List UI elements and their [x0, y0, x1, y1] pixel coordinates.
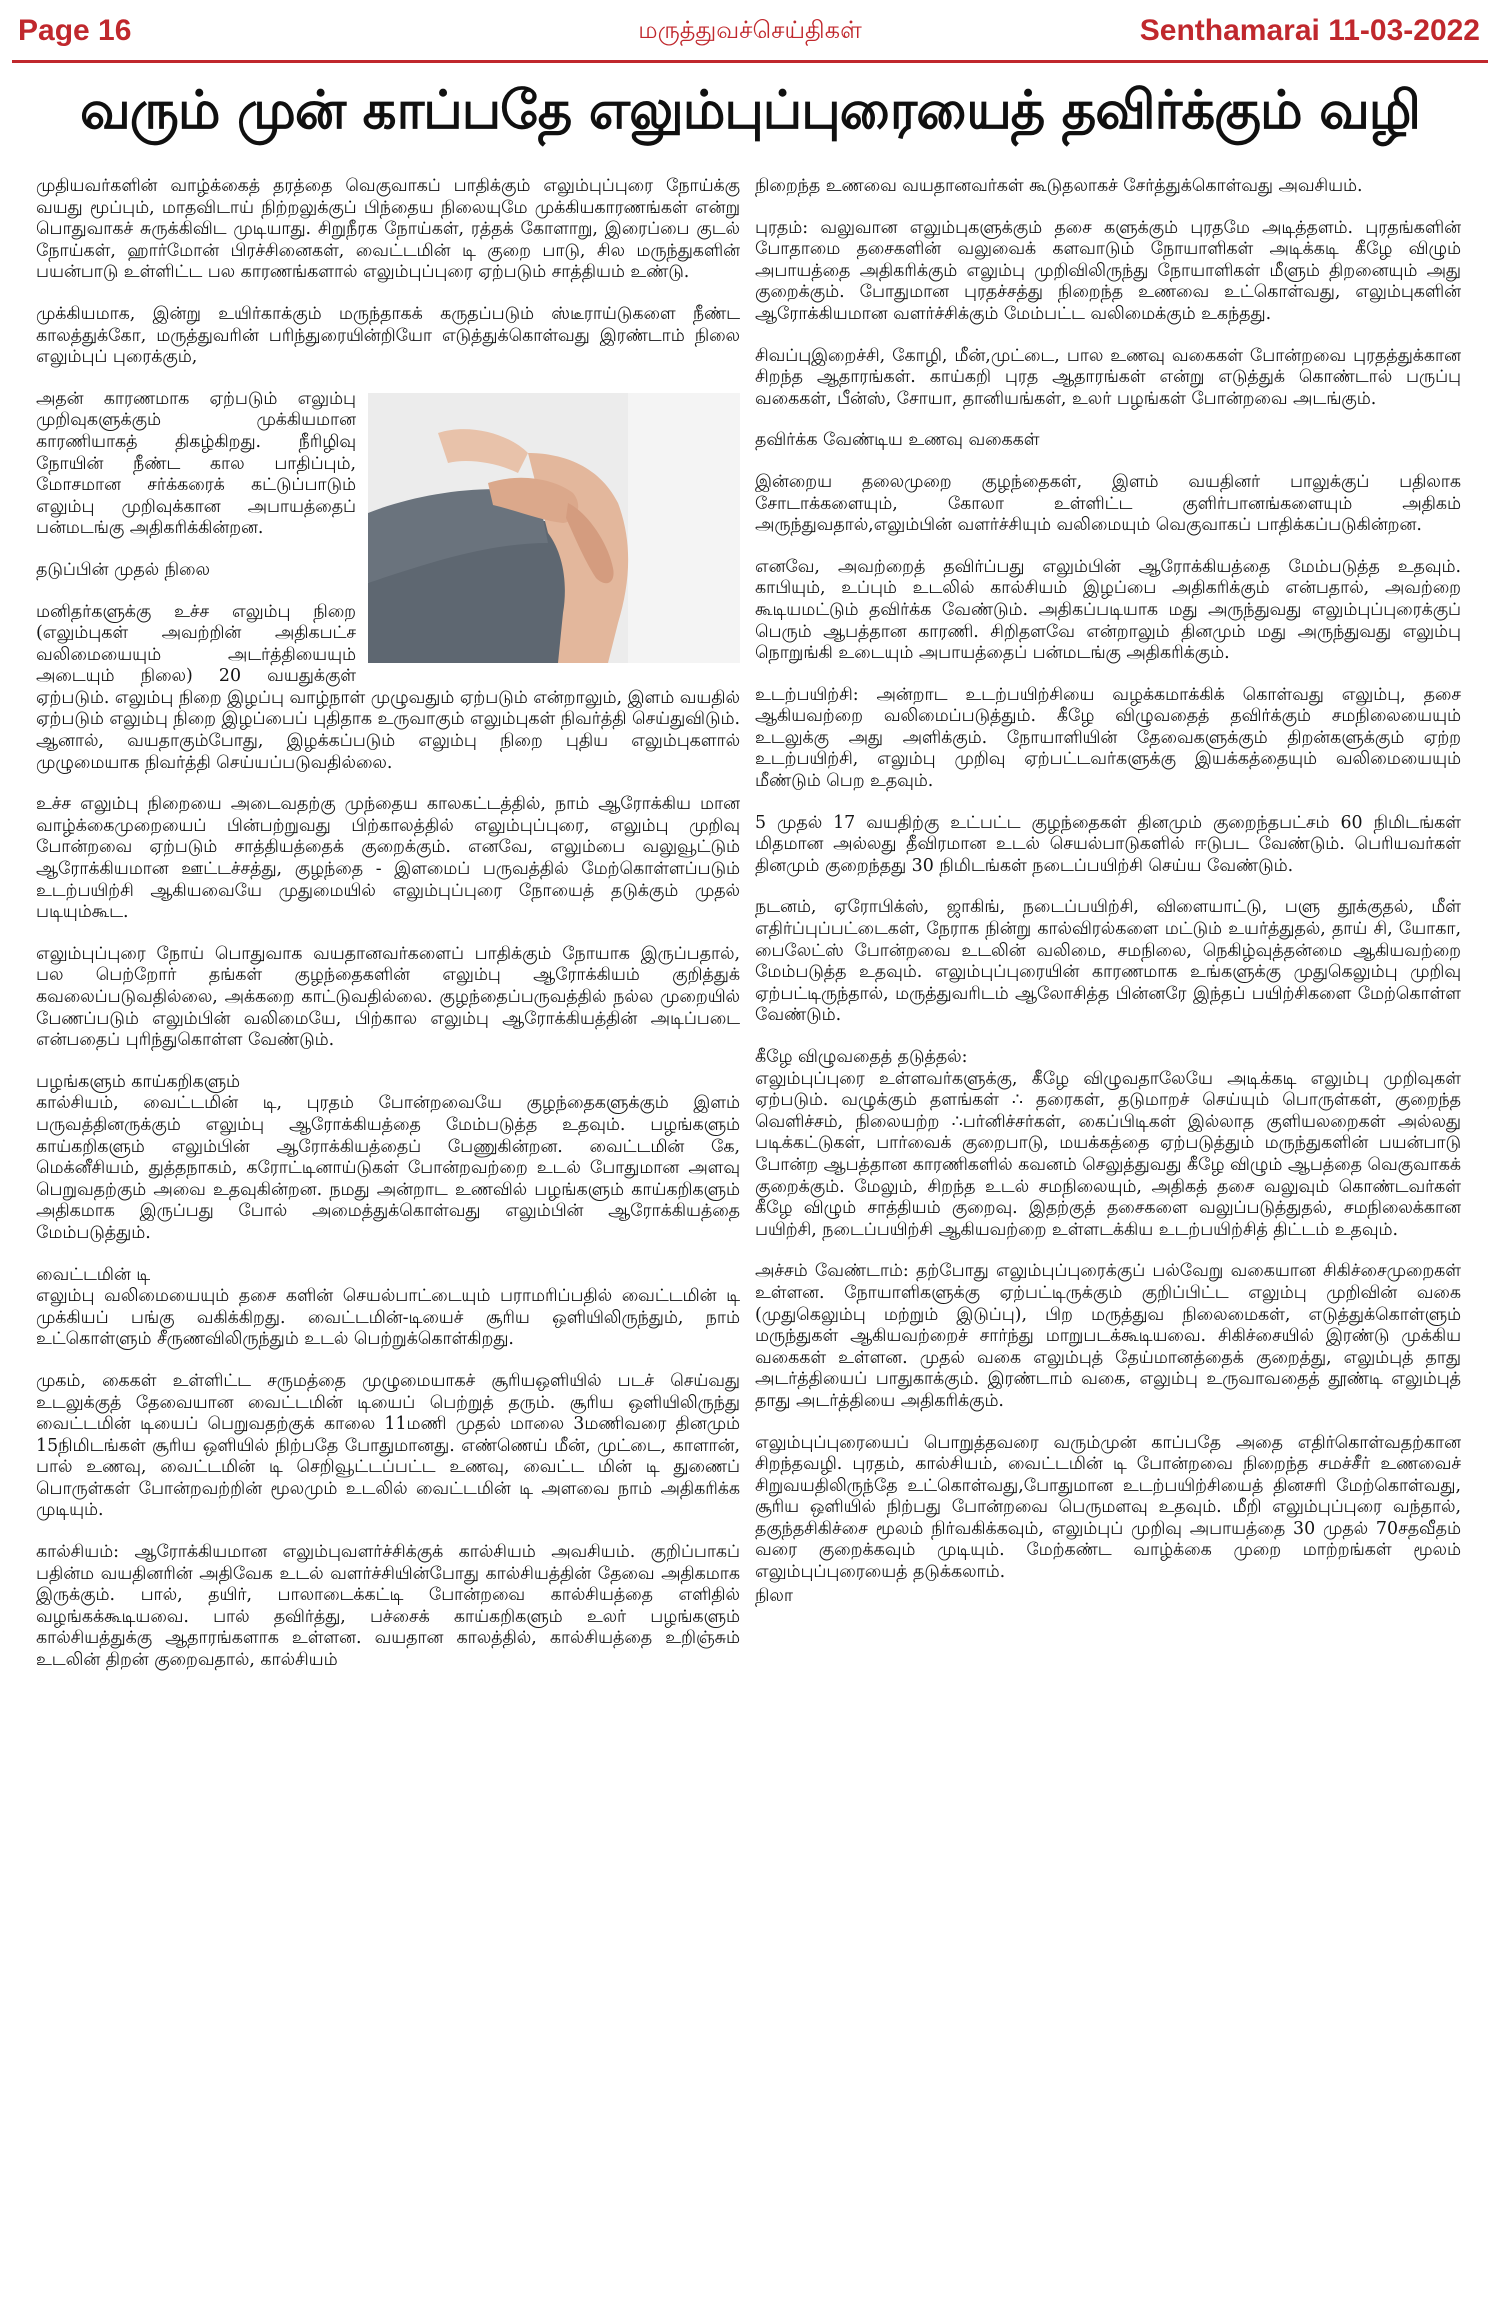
- knee-pain-photo: [368, 393, 740, 663]
- masthead-date: Senthamarai 11-03-2022: [1139, 14, 1480, 47]
- subheading: தவிர்க்க வேண்டிய உணவு வகைகள்: [755, 430, 1040, 451]
- author-byline: நிலா: [755, 1585, 793, 1606]
- paragraph: எலும்புப்புரையைப் பொறுத்தவரை வரும்முன் காப்பதே அதை எதிர்கொள்வதற்கான சிறந்தவழி. புரதம், கால்சியம், வைட்டமின் டி போன்றவை நிறைந்த சமச்சீர் உணவைச் சிறுவயதிலிருந்தே உட்கொள்வது,போதுமான உடற்பயிற்சியைத் தினசரி மேற்கொள்வது, சூரிய ஒளியில் நிற்பது போன்றவை பெருமளவு உதவும். மீறி எலும்புப்புரை வந்தால், தகுந்தசிகிச்சை மூலம் நிர்வகிக்கவும், எலும்புப் முறிவு அபாயத்தை 30 முதல் 70சதவீதம் வரை குறைக்கவும் முடியும். மேற்கண்ட வாழ்க்கை முறை மாற்றங்கள் மூலம் எலும்புப்புரையைத் தடுக்கலாம்.: [755, 1432, 1461, 1583]
- paragraph: எலும்புப்புரை நோய் பொதுவாக வயதானவர்களைப் பாதிக்கும் நோயாக இருப்பதால், பல பெற்றோர் தங்கள் குழந்தைகளின் எலும்பு ஆரோக்கியம் குறித்துக் கவலைப்படுவதில்லை, அக்கறை காட்டுவதில்லை. குழந்தைப்பருவத்தில் நல்ல முறையில் பேணப்படும் எலும்பின் வலிமையே, பிற்கால எலும்பு ஆரோக்கியத்தின் அடிப்படை என்பதைப் புரிந்துகொள்ள வேண்டும்.: [36, 943, 740, 1051]
- header-rule: [12, 60, 1488, 63]
- paragraph: 5 முதல் 17 வயதிற்கு உட்பட்ட குழந்தைகள் தினமும் குறைந்தபட்சம் 60 நிமிடங்கள் மிதமான அல்லது தீவிரமான உடல் செயல்பாடுகளில் ஈடுபட வேண்டும். பெரியவர்கள் தினமும் குறைந்தது 30 நிமிடங்கள் நடைப்பயிற்சி செய்ய வேண்டும்.: [755, 812, 1461, 876]
- paragraph: முக்கியமாக, இன்று உயிர்காக்கும் மருந்தாகக் கருதப்படும் ஸ்டீராய்டுகளை நீண்ட காலத்துக்கோ, மருத்துவரின் பரிந்துரையின்றியோ எடுத்துக்கொள்வது இரண்டாம் நிலை எலும்புப் புரைக்கும்,: [36, 303, 740, 368]
- paragraph: எலும்புப்புரை உள்ளவர்களுக்கு, கீழே விழுவதாலேயே அடிக்கடி எலும்பு முறிவுகள் ஏற்படும். வழுக்கும் தளங்கள் ∴ தரைகள், தடுமாறச் செய்யும் பொருள்கள், குறைந்த வெளிச்சம், நிலையற்ற ∴பர்னிச்சர்கள், கைப்பிடிகள் இல்லாத குளியலறைகள் அல்லது படிக்கட்டுகள், பார்வைக் குறைபாடு, மயக்கத்தை ஏற்படுத்தும் மருந்துகளின் பயன்பாடு போன்ற ஆபத்தான காரணிகளில் கவனம் செலுத்துவது கீழே விழும் ஆபத்தை வெகுவாகக் குறைக்கும். மேலும், சிறந்த உடல் சமநிலையும், அதிகத் தசை வலுவும் கொண்டவர்கள் கீழே விழும் சாத்தியம் குறைவு. இதற்குத் தசைகளை வலுப்படுத்துதல், சமநிலைக்கான பயிற்சி, நடைப்பயிற்சி ஆகியவற்றை உள்ளடக்கிய உடற்பயிற்சித் திட்டம் உதவும்.: [755, 1068, 1461, 1240]
- paragraph: அதன் காரணமாக ஏற்படும் எலும்பு முறிவுகளுக்கும் முக்கியமான காரணியாகத் திகழ்கிறது. நீரிழிவு நோயின் நீண்ட கால பாதிப்பும், மோசமான சர்க்கரைக் கட்டுப்பாடும் எலும்பு முறிவுக்கான அபாயத்தைப் பன்மடங்கு அதிகரிக்கின்றன.: [36, 388, 356, 539]
- paragraph: எலும்பு வலிமையையும் தசை களின் செயல்பாட்டையும் பராமரிப்பதில் வைட்டமின் டி முக்கியப் பங்கு வகிக்கிறது. வைட்டமின்-டியைச் சூரிய ஒளியிலிருந்தும், நாம் உட்கொள்ளும் சீருணவிலிருந்தும் உடல் பெற்றுக்கொள்கிறது.: [36, 1286, 740, 1350]
- article-headline: வரும் முன் காப்பதே எலும்புப்புரையைத் தவிர்க்கும் வழி: [80, 80, 1420, 141]
- paragraph: உடற்பயிற்சி: அன்றாட உடற்பயிற்சியை வழக்கமாக்கிக் கொள்வது எலும்பு, தசை ஆகியவற்றை வலிமைப்படுத்தும். கீழே விழுவதைத் தவிர்க்கும் சமநிலையையும் உடலுக்கு அது அளிக்கும். நோயாளியின் தேவைகளுக்கும் திறன்களுக்கும் ஏற்ற உடற்பயிற்சி, எலும்பு முறிவு ஏற்பட்டவர்களுக்கு இயக்கத்தையும் வலிமையையும் மீண்டும் பெற உதவும்.: [755, 684, 1461, 792]
- paragraph: இன்றைய தலைமுறை குழந்தைகள், இளம் வயதினர் பாலுக்குப் பதிலாக சோடாக்களையும், கோலா உள்ளிட்ட குளிர்பானங்களையும் அதிகம் அருந்துவதால்,எலும்பின் வளர்ச்சியும் வலிமையும் வெகுவாகப் பாதிக்கப்படுகின்றன.: [755, 471, 1461, 536]
- article-column-left: [36, 176, 740, 2306]
- paragraph: எனவே, அவற்றைத் தவிர்ப்பது எலும்பின் ஆரோக்கியத்தை மேம்படுத்த உதவும். காபியும், உப்பும் உடலில் கால்சியம் இழப்பை அதிகரிக்கும் என்பதால், அவற்றை கூடியமட்டும் தவிர்க்க வேண்டும். அதிகப்படியாக மது அருந்துவது எலும்புப்புரைக்குப் பெரும் ஆபத்தான காரணி. சிறிதளவே என்றாலும் தினமும் மது அருந்துவது எலும்பு நொறுங்கி உடையும் அபாயத்தைப் பன்மடங்கு அதிகரிக்கும்.: [755, 556, 1461, 664]
- paragraph: உச்ச எலும்பு நிறையை அடைவதற்கு முந்தைய காலகட்டத்தில், நாம் ஆரோக்கிய மான வாழ்க்கைமுறையைப் பின்பற்றுவது பிற்காலத்தில் எலும்புப்புரை, எலும்பு முறிவு போன்றவை ஏற்படும் சாத்தியத்தைக் குறைக்கும். எனவே, எலும்பை வலுவூட்டும் ஆரோக்கியமான ஊட்டச்சத்து, குழந்தை - இளமைப் பருவத்தில் மேற்கொள்ளப்படும் உடற்பயிற்சி ஆகியவையே முதுமையில் எலும்புப்புரை நோயைத் தடுக்கும் முதல் படியும்கூட.: [36, 794, 740, 923]
- section-title: மருத்துவச்செய்திகள்: [638, 16, 862, 44]
- subheading: வைட்டமின் டி: [36, 1264, 151, 1285]
- page-number: Page 16: [18, 14, 132, 47]
- paragraph: நடனம், ஏரோபிக்ஸ், ஜாகிங், நடைப்பயிற்சி, விளையாட்டு, பளு தூக்குதல், மீள் எதிர்ப்புப்பட்டைகள், நேராக நின்று கால்விரல்களை மட்டும் உயர்த்துதல், தாய் சி, யோகா, பைலேட்ஸ் போன்றவை உடலின் வலிமை, சமநிலை, நெகிழ்வுத்தன்மை ஆகியவற்றை மேம்படுத்த உதவும். எலும்புப்புரையின் காரணமாக உங்களுக்கு முதுகெலும்பு முறிவு ஏற்பட்டிருந்தால், மருத்துவரிடம் ஆலோசித்த பின்னரே இந்தப் பயிற்சிகளை மேற்கொள்ள வேண்டும்.: [755, 897, 1461, 1026]
- paragraph: முதியவர்களின் வாழ்க்கைத் தரத்தை வெகுவாகப் பாதிக்கும் எலும்புப்புரை நோய்க்கு வயது மூப்பும், மாதவிடாய் நிற்றலுக்குப் பிந்தைய நிலையுமே முக்கியகாரணங்கள் என்று பொதுவாகச் சுருக்கிவிட முடியாது. சிறுநீரக நோய்கள், ரத்தக் கோளாறு, இரைப்பை குடல் நோய்கள், ஹார்மோன் பிரச்சினைகள், வைட்டமின் டி குறை பாடு, சில மருந்துகளின் பயன்பாடு உள்ளிட்ட பல காரணங்களால் எலும்புப்புரை ஏற்படும் சாத்தியம் உண்டு.: [36, 176, 740, 283]
- paragraph: நிறைந்த உணவை வயதானவர்கள் கூடுதலாகச் சேர்த்துக்கொள்வது அவசியம்.: [755, 176, 1363, 196]
- paragraph: சிவப்புஇறைச்சி, கோழி, மீன்,முட்டை, பால உணவு வகைகள் போன்றவை புரதத்துக்கான சிறந்த ஆதாரங்கள். காய்கறி புரத ஆதாரங்கள் என்று எடுத்துக் கொண்டால் பருப்பு வகைகள், பீன்ஸ், சோயா, தானியங்கள், உலர் பழங்கள் போன்றவை அடங்கும்.: [755, 345, 1461, 409]
- page-header: [0, 0, 1500, 64]
- knee-pain-photo-illustration: [368, 393, 740, 663]
- paragraph: முகம், கைகள் உள்ளிட்ட சருமத்தை முழுமையாகச் சூரியஒளியில் படச் செய்வது உடலுக்குத் தேவையான வைட்டமின் டியைப் பெற்றுத் தரும். சூரிய ஒளியிலிருந்து வைட்டமின் டியைப் பெறுவதற்குக் காலை 11மணி முதல் மாலை 3மணிவரை தினமும் 15நிமிடங்கள் சூரிய ஒளியில் நிற்பதே போதுமானது. எண்ணெய் மீன், முட்டை, காளான், பால் உணவு, வைட்டமின் டி செறிவூட்டப்பட்ட உணவு, வைட்ட மின் டி துணைப் பொருள்கள் போன்றவற்றின் மூலமும் உடலில் வைட்டமின் டி அளவை நாம் அதிகரிக்க முடியும்.: [36, 1370, 740, 1521]
- paragraph: அச்சம் வேண்டாம்: தற்போது எலும்புப்புரைக்குப் பல்வேறு வகையான சிகிச்சைமுறைகள் உள்ளன. நோயாளிகளுக்கு ஏற்பட்டிருக்கும் குறிப்பிட்ட எலும்பு முறிவின் வகை (முதுகெலும்பு மற்றும் இடுப்பு), பிற மருத்துவ நிலைமைகள், எடுத்துக்கொள்ளும் மருந்துகள் ஆகியவற்றைச் சார்ந்து மாறுபடக்கூடியவை. சிகிச்சையில் இரண்டு முக்கிய வகைகள் உள்ளன. முதல் வகை எலும்புத் தேய்மானத்தைக் குறைத்து, எலும்புத் தாது அடர்த்தியைப் பாதுகாக்கும். இரண்டாம் வகை, எலும்பு உருவாவதைத் தூண்டி எலும்புத் தாது அடர்த்தியை அதிகரிக்கும்.: [755, 1261, 1461, 1411]
- subheading: தடுப்பின் முதல் நிலை: [36, 559, 210, 580]
- paragraph: புரதம்: வலுவான எலும்புகளுக்கும் தசை களுக்கும் புரதமே அடித்தளம். புரதங்களின் போதாமை தசைகளின் வலுவைக் களவாடும் நோயாளிகள் அடிக்கடி கீழே விழும் அபாயத்தை அதிகரிக்கும் எலும்பு முறிவிலிருந்து நோயாளிகள் மீளும் திறனையும் அது குறைக்கும். போதுமான புரதச்சத்து நிறைந்த உணவை உட்கொள்வது, எலும்புகளின் ஆரோக்கியமான வளர்ச்சிக்கும் மேம்பட்ட வலிமைக்கும் உகந்தது.: [755, 217, 1461, 324]
- paragraph: கால்சியம், வைட்டமின் டி, புரதம் போன்றவையே குழந்தைகளுக்கும் இளம் பருவத்தினருக்கும் எலும்பு ஆரோக்கியத்தை மேம்படுத்த உதவும். பழங்களும் காய்கறிகளும் எலும்பின் ஆரோக்கியத்தைப் பேணுகின்றன. வைட்டமின் கே, மெக்னீசியம், துத்தநாகம், கரோட்டினாய்டுகள் போன்றவற்றை உடல் போதுமான அளவு பெறுவதற்கும் அவை உதவுகின்றன. நமது அன்றாட உணவில் பழங்களும் காய்கறிகளும் அதிகமாக இருப்பது போல் அமைத்துக்கொள்வது எலும்பின் ஆரோக்கியத்தை மேம்படுத்தும்.: [36, 1093, 740, 1243]
- paragraph: மனிதர்களுக்கு உச்ச எலும்பு நிறை (எலும்புகள் அவற்றின் அதிகபட்ச வலிமையையும் அடர்த்தியையும் அடையும் நிலை) 20 வயதுக்குள் ஏற்படும். எலும்பு நிறை இழப்பு வாழ்நாள் முழுவதும் ஏற்படும் என்றாலும், இளம் வயதில் ஏற்படும் எலும்பு நிறை இழப்பைப் புதிதாக உருவாகும் எலும்புகள் நிவர்த்தி செய்துவிடும். ஆனால், வயதாகும்போது, இழக்கப்படும் எலும்பு நிறை புதிய எலும்புகளால் முழுமையாக நிவர்த்தி செய்யப்படுவதில்லை.: [36, 601, 740, 773]
- subheading: பழங்களும் காய்கறிகளும்: [36, 1071, 241, 1092]
- paragraph: கால்சியம்: ஆரோக்கியமான எலும்புவளர்ச்சிக்குக் கால்சியம் அவசியம். குறிப்பாகப் பதின்ம வயதினரின் அதிவேக உடல் வளர்ச்சியின்போது கால்சியத்தின் தேவை அதிகமாக இருக்கும். பால், தயிர், பாலாடைக்கட்டி போன்றவை கால்சியத்தை எளிதில் வழங்கக்கூடியவை. பால் தவிர்த்து, பச்சைக் காய்கறிகளும் உலர் பழங்களும் கால்சியத்துக்கு ஆதாரங்களாக உள்ளன. வயதான காலத்தில், கால்சியத்தை உறிஞ்சும் உடலின் திறன் குறைவதால், கால்சியம்: [36, 1542, 740, 1671]
- subheading: கீழே விழுவதைத் தடுத்தல்:: [755, 1047, 968, 1067]
- article-column-right: [755, 176, 1461, 2306]
